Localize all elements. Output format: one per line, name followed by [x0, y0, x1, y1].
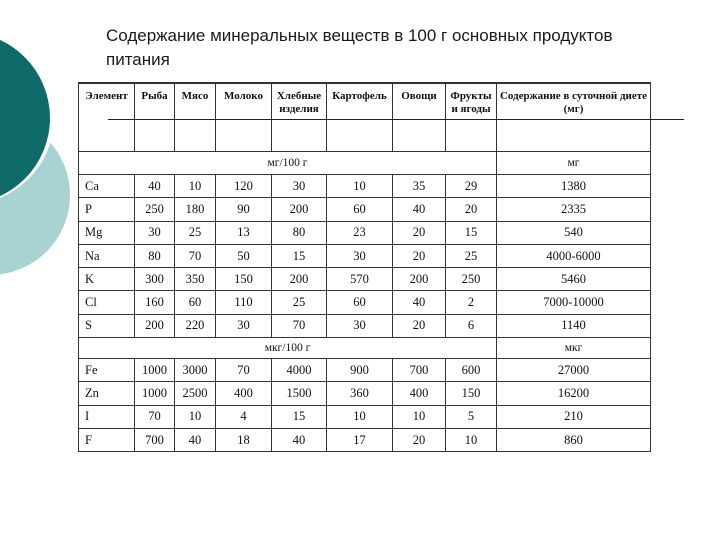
value-cell: 40: [393, 198, 446, 221]
value-cell: 30: [216, 314, 272, 337]
value-cell: 300: [135, 268, 175, 291]
value-cell: 25: [272, 291, 327, 314]
column-header: Фрукты и ягоды: [446, 83, 497, 152]
value-cell: 570: [327, 268, 393, 291]
value-cell: 180: [175, 198, 216, 221]
element-cell: I: [79, 405, 135, 428]
value-cell: 400: [216, 382, 272, 405]
value-cell: 70: [175, 244, 216, 267]
value-cell: 90: [216, 198, 272, 221]
value-cell: 120: [216, 175, 272, 198]
element-cell: Cl: [79, 291, 135, 314]
value-cell: 23: [327, 221, 393, 244]
table-row: [79, 428, 651, 451]
value-cell: 350: [175, 268, 216, 291]
value-cell: 40: [135, 175, 175, 198]
column-header: Мясо: [175, 83, 216, 152]
value-cell: 40: [272, 428, 327, 451]
element-cell: Mg: [79, 221, 135, 244]
value-cell: 1500: [272, 382, 327, 405]
value-cell: 80: [272, 221, 327, 244]
value-cell: 20: [446, 198, 497, 221]
value-cell: 5: [446, 405, 497, 428]
column-header: Молоко: [216, 83, 272, 152]
value-cell: 15: [272, 405, 327, 428]
minerals-table: [78, 82, 651, 452]
minerals-table-container: [78, 82, 650, 452]
value-cell: 16200: [497, 382, 651, 405]
value-cell: 30: [327, 244, 393, 267]
value-cell: 1380: [497, 175, 651, 198]
value-cell: 1140: [497, 314, 651, 337]
column-header: Элемент: [79, 83, 135, 152]
value-cell: 4000-6000: [497, 244, 651, 267]
value-cell: 15: [272, 244, 327, 267]
element-cell: Zn: [79, 382, 135, 405]
value-cell: 700: [393, 359, 446, 382]
table-row: [79, 198, 651, 221]
value-cell: 27000: [497, 359, 651, 382]
column-header: Овощи: [393, 83, 446, 152]
table-row: [79, 359, 651, 382]
daily-unit-label: мг: [497, 152, 651, 175]
table-row: [79, 314, 651, 337]
table-header-row: [79, 83, 651, 152]
value-cell: 150: [216, 268, 272, 291]
value-cell: 600: [446, 359, 497, 382]
element-cell: Fe: [79, 359, 135, 382]
value-cell: 10: [175, 175, 216, 198]
unit-row: [79, 152, 651, 175]
value-cell: 250: [446, 268, 497, 291]
value-cell: 10: [446, 428, 497, 451]
value-cell: 35: [393, 175, 446, 198]
value-cell: 20: [393, 428, 446, 451]
title-underline: [108, 119, 684, 120]
value-cell: 7000-10000: [497, 291, 651, 314]
value-cell: 4: [216, 405, 272, 428]
column-header: Рыба: [135, 83, 175, 152]
value-cell: 20: [393, 221, 446, 244]
value-cell: 70: [216, 359, 272, 382]
value-cell: 210: [497, 405, 651, 428]
value-cell: 5460: [497, 268, 651, 291]
value-cell: 1000: [135, 359, 175, 382]
value-cell: 2: [446, 291, 497, 314]
value-cell: 70: [272, 314, 327, 337]
value-cell: 160: [135, 291, 175, 314]
value-cell: 200: [393, 268, 446, 291]
value-cell: 25: [175, 221, 216, 244]
value-cell: 60: [175, 291, 216, 314]
value-cell: 860: [497, 428, 651, 451]
value-cell: 15: [446, 221, 497, 244]
value-cell: 10: [393, 405, 446, 428]
value-cell: 220: [175, 314, 216, 337]
daily-unit-label: мкг: [497, 338, 651, 359]
unit-row: [79, 338, 651, 359]
element-cell: S: [79, 314, 135, 337]
value-cell: 250: [135, 198, 175, 221]
value-cell: 4000: [272, 359, 327, 382]
element-cell: P: [79, 198, 135, 221]
value-cell: 40: [393, 291, 446, 314]
column-header: Содержание в суточной диете (мг): [497, 83, 651, 152]
table-row: [79, 291, 651, 314]
value-cell: 6: [446, 314, 497, 337]
value-cell: 10: [175, 405, 216, 428]
value-cell: 17: [327, 428, 393, 451]
column-header: Картофель: [327, 83, 393, 152]
value-cell: 150: [446, 382, 497, 405]
value-cell: 3000: [175, 359, 216, 382]
value-cell: 29: [446, 175, 497, 198]
column-header: Хлебные изделия: [272, 83, 327, 152]
element-cell: F: [79, 428, 135, 451]
value-cell: 13: [216, 221, 272, 244]
value-cell: 20: [393, 314, 446, 337]
value-cell: 2335: [497, 198, 651, 221]
value-cell: 30: [135, 221, 175, 244]
value-cell: 360: [327, 382, 393, 405]
value-cell: 10: [327, 175, 393, 198]
value-cell: 30: [327, 314, 393, 337]
value-cell: 40: [175, 428, 216, 451]
value-cell: 30: [272, 175, 327, 198]
value-cell: 2500: [175, 382, 216, 405]
value-cell: 60: [327, 291, 393, 314]
value-cell: 400: [393, 382, 446, 405]
value-cell: 70: [135, 405, 175, 428]
value-cell: 25: [446, 244, 497, 267]
value-cell: 540: [497, 221, 651, 244]
value-cell: 1000: [135, 382, 175, 405]
table-row: [79, 405, 651, 428]
decorative-circles: [0, 0, 90, 300]
value-cell: 900: [327, 359, 393, 382]
table-row: [79, 268, 651, 291]
slide-title: Содержание минеральных веществ в 100 г основных продуктов питания: [106, 26, 613, 69]
table-row: [79, 382, 651, 405]
table-row: [79, 221, 651, 244]
value-cell: 200: [272, 198, 327, 221]
value-cell: 60: [327, 198, 393, 221]
value-cell: 700: [135, 428, 175, 451]
element-cell: Na: [79, 244, 135, 267]
element-cell: K: [79, 268, 135, 291]
unit-label: мг/100 г: [79, 152, 497, 175]
value-cell: 110: [216, 291, 272, 314]
value-cell: 18: [216, 428, 272, 451]
table-row: [79, 244, 651, 267]
element-cell: Ca: [79, 175, 135, 198]
value-cell: 50: [216, 244, 272, 267]
unit-label: мкг/100 г: [79, 338, 497, 359]
value-cell: 20: [393, 244, 446, 267]
value-cell: 200: [272, 268, 327, 291]
value-cell: 10: [327, 405, 393, 428]
value-cell: 200: [135, 314, 175, 337]
value-cell: 80: [135, 244, 175, 267]
table-row: [79, 175, 651, 198]
